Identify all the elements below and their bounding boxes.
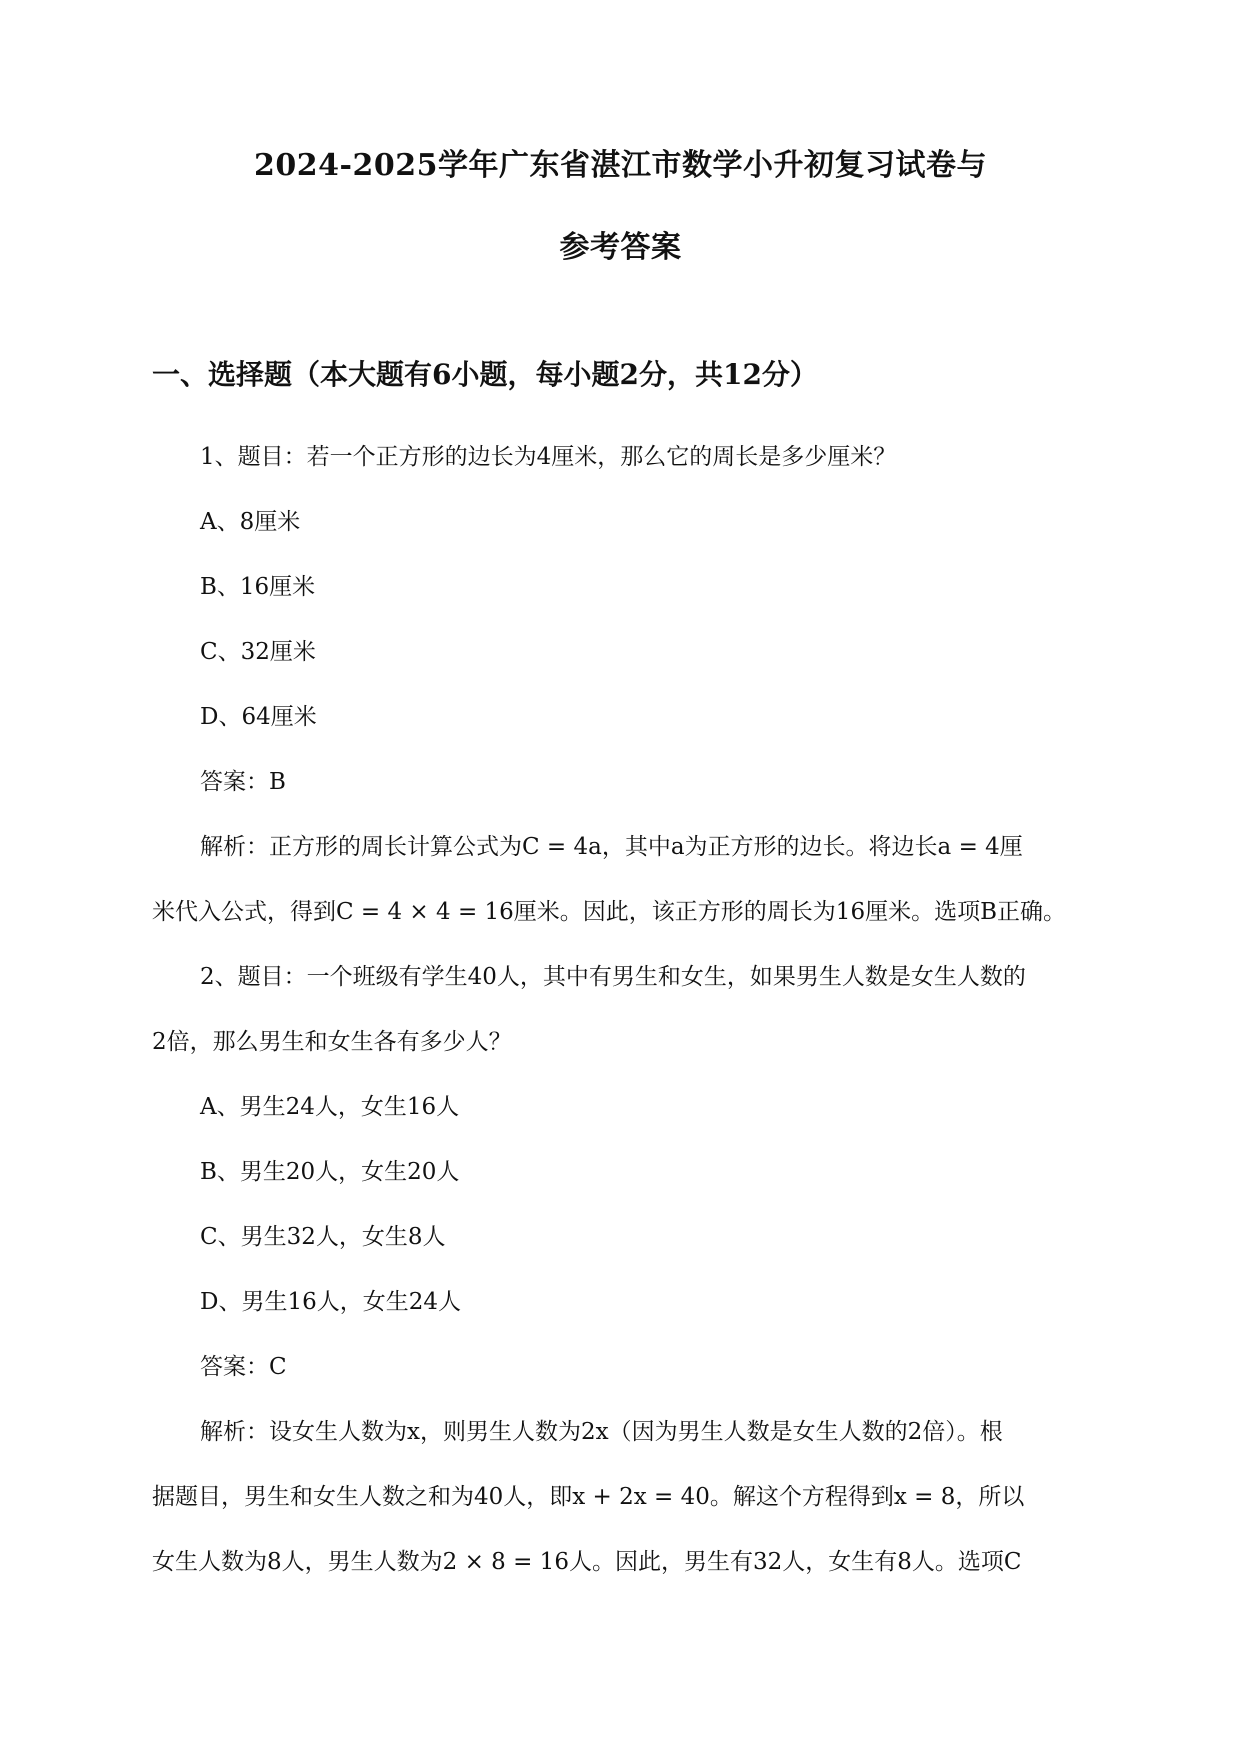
document-title-line-1: 2024-2025学年广东省湛江市数学小升初复习试卷与 [254,148,987,183]
question-2-stem-line-2: 2倍，那么男生和女生各有多少人？ [152,1029,512,1055]
question-2-answer: 答案：C [200,1354,287,1380]
question-1-answer: 答案：B [200,769,286,795]
question-1-analysis-line-1: 解析：正方形的周长计算公式为C = 4a，其中a为正方形的边长。将边长a = 4厘 [200,834,1023,860]
question-1-option-b: B、16厘米 [200,574,316,600]
question-1-stem: 1、题目：若一个正方形的边长为4厘米，那么它的周长是多少厘米？ [200,444,897,470]
question-2-option-b: B、男生20人，女生20人 [200,1159,460,1185]
question-2-option-a: A、男生24人，女生16人 [200,1094,460,1120]
question-2-analysis-line-3: 女生人数为8人，男生人数为2 × 8 = 16人。因此，男生有32人，女生有8人。选项C [152,1549,1022,1575]
question-1-option-d: D、64厘米 [200,704,317,730]
section-heading-multiple-choice: 一、选择题（本大题有6小题，每小题2分，共12分） [152,358,818,391]
question-2-analysis-line-1: 解析：设女生人数为x，则男生人数为2x（因为男生人数是女生人数的2倍）。根 [200,1419,1003,1445]
document-title-line-2: 参考答案 [559,230,682,265]
question-2-option-d: D、男生16人，女生24人 [200,1289,461,1315]
question-2-stem-line-1: 2、题目：一个班级有学生40人，其中有男生和女生，如果男生人数是女生人数的 [200,964,1026,990]
question-1-option-a: A、8厘米 [200,509,301,535]
question-2-option-c: C、男生32人，女生8人 [200,1224,446,1250]
question-2-analysis-line-2: 据题目，男生和女生人数之和为40人，即x + 2x = 40。解这个方程得到x = 8，所以 [152,1484,1025,1510]
question-1-analysis-line-2: 米代入公式，得到C = 4 × 4 = 16厘米。因此，该正方形的周长为16厘米。选项B正确。 [152,899,1066,925]
question-1-option-c: C、32厘米 [200,639,316,665]
